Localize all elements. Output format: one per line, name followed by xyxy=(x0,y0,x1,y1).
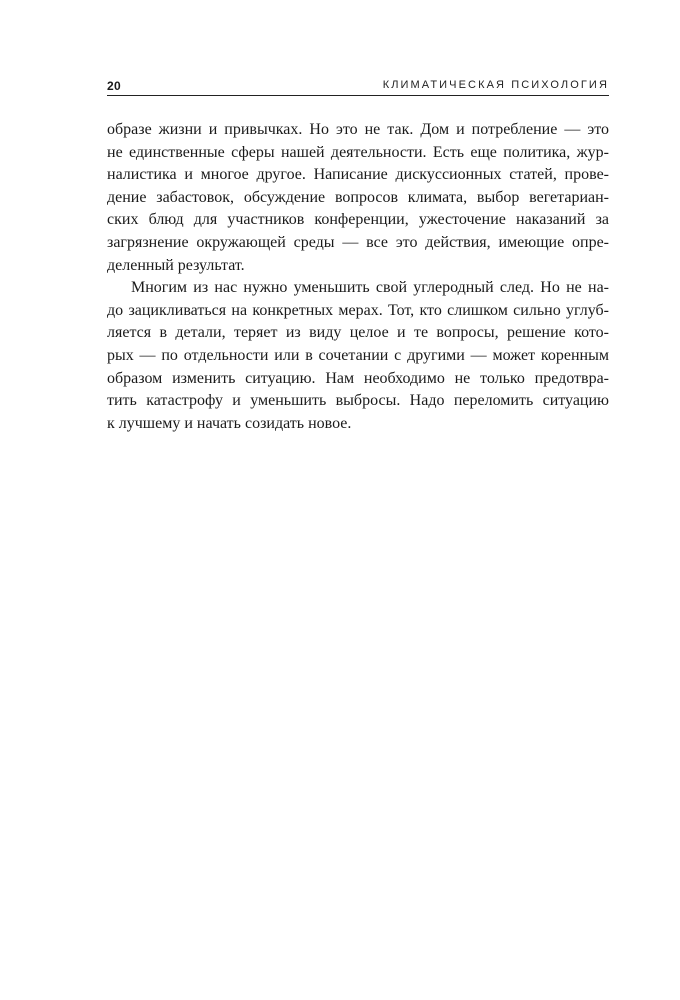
page-number: 20 xyxy=(107,79,121,93)
text-line: образе жизни и привычках. Но это не так. Дом и потребление — это xyxy=(107,121,609,138)
paragraph-1 xyxy=(107,119,609,277)
running-header xyxy=(107,78,609,98)
text-line: Многим из нас нужно уменьшить свой углеродный след. Но не на- xyxy=(131,279,609,297)
text-line: налистика и многое другое. Написание дискуссионных статей, прове- xyxy=(107,166,609,184)
header-rule xyxy=(107,95,609,96)
paragraph-2 xyxy=(107,277,609,435)
text-line: тить катастрофу и уменьшить выбросы. Надо переломить ситуацию xyxy=(107,392,609,410)
text-line: образом изменить ситуацию. Нам необходимо не только предотвра- xyxy=(107,369,609,387)
text-line: к лучшему и начать созидать новое. xyxy=(107,414,352,432)
text-line: рых — по отдельности или в сочетании с другими — может коренным xyxy=(107,346,609,364)
text-line: до зацикливаться на конкретных мерах. Тот, кто слишком сильно углуб- xyxy=(107,301,609,319)
body-text xyxy=(107,119,609,435)
text-line: загрязнение окружающей среды — все это действия, имеющие опре- xyxy=(107,233,609,251)
text-line: ских блюд для участников конференции, ужесточение наказаний за xyxy=(107,211,609,229)
text-line: дение забастовок, обсуждение вопросов климата, выбор вегетариан- xyxy=(107,188,609,206)
text-line: не единственные сферы нашей деятельности. Есть еще политика, жур- xyxy=(107,143,609,161)
running-title: КЛИМАТИЧЕСКАЯ ПСИХОЛОГИЯ xyxy=(382,79,609,91)
text-line: ляется в детали, теряет из виду целое и те вопросы, решение кото- xyxy=(107,324,609,342)
text-line: деленный результат. xyxy=(107,256,245,274)
